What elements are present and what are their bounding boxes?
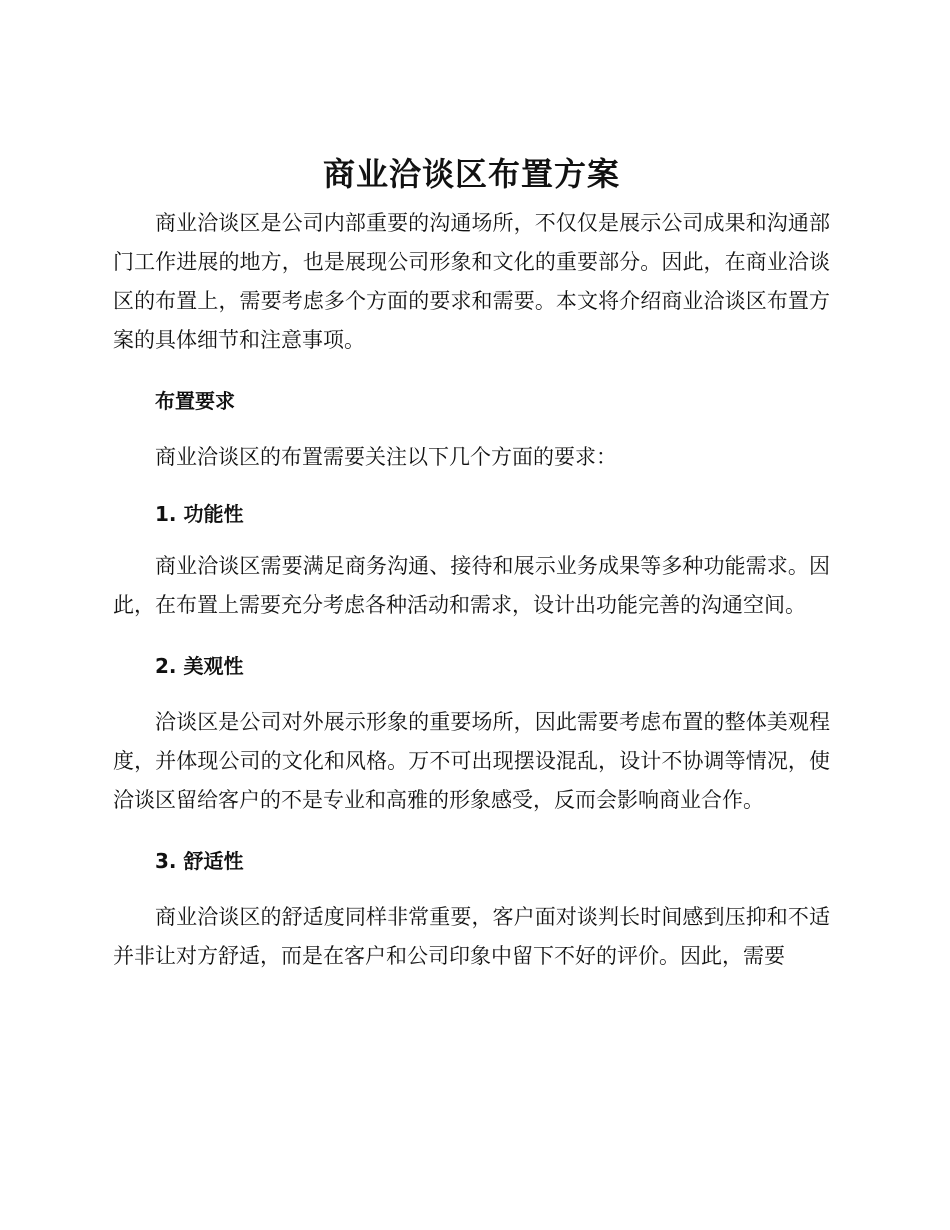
item-body-functionality: 商业洽谈区需要满足商务沟通、接待和展示业务成果等多种功能需求。因此，在布置上需要充分考虑各种活动和需求，设计出功能完善的沟通空间。 [113, 554, 830, 617]
item-body-comfort: 商业洽谈区的舒适度同样非常重要，客户面对谈判长时间感到压抑和不适并非让对方舒适，而是在客户和公司印象中留下不好的评价。因此，需要 [113, 905, 830, 968]
section-intro-paragraph: 商业洽谈区的布置需要关注以下几个方面的要求： [155, 445, 617, 469]
item-heading-comfort: 3. 舒适性 [155, 849, 244, 873]
item-heading-aesthetics: 2. 美观性 [155, 654, 244, 678]
intro-paragraph: 商业洽谈区是公司内部重要的沟通场所，不仅仅是展示公司成果和沟通部门工作进展的地方，也是展现公司形象和文化的重要部分。因此，在商业洽谈区的布置上，需要考虑多个方面的要求和需要。本文将介绍商业洽谈区布置方案的具体细节和注意事项。 [113, 211, 830, 352]
document-title: 商业洽谈区布置方案 [322, 155, 620, 193]
item-heading-functionality: 1. 功能性 [155, 502, 244, 526]
item-body-aesthetics: 洽谈区是公司对外展示形象的重要场所，因此需要考虑布置的整体美观程度，并体现公司的文化和风格。万不可出现摆设混乱，设计不协调等情况，使洽谈区留给客户的不是专业和高雅的形象感受，反而会影响商业合作。 [113, 710, 830, 812]
section-heading: 布置要求 [155, 389, 235, 413]
